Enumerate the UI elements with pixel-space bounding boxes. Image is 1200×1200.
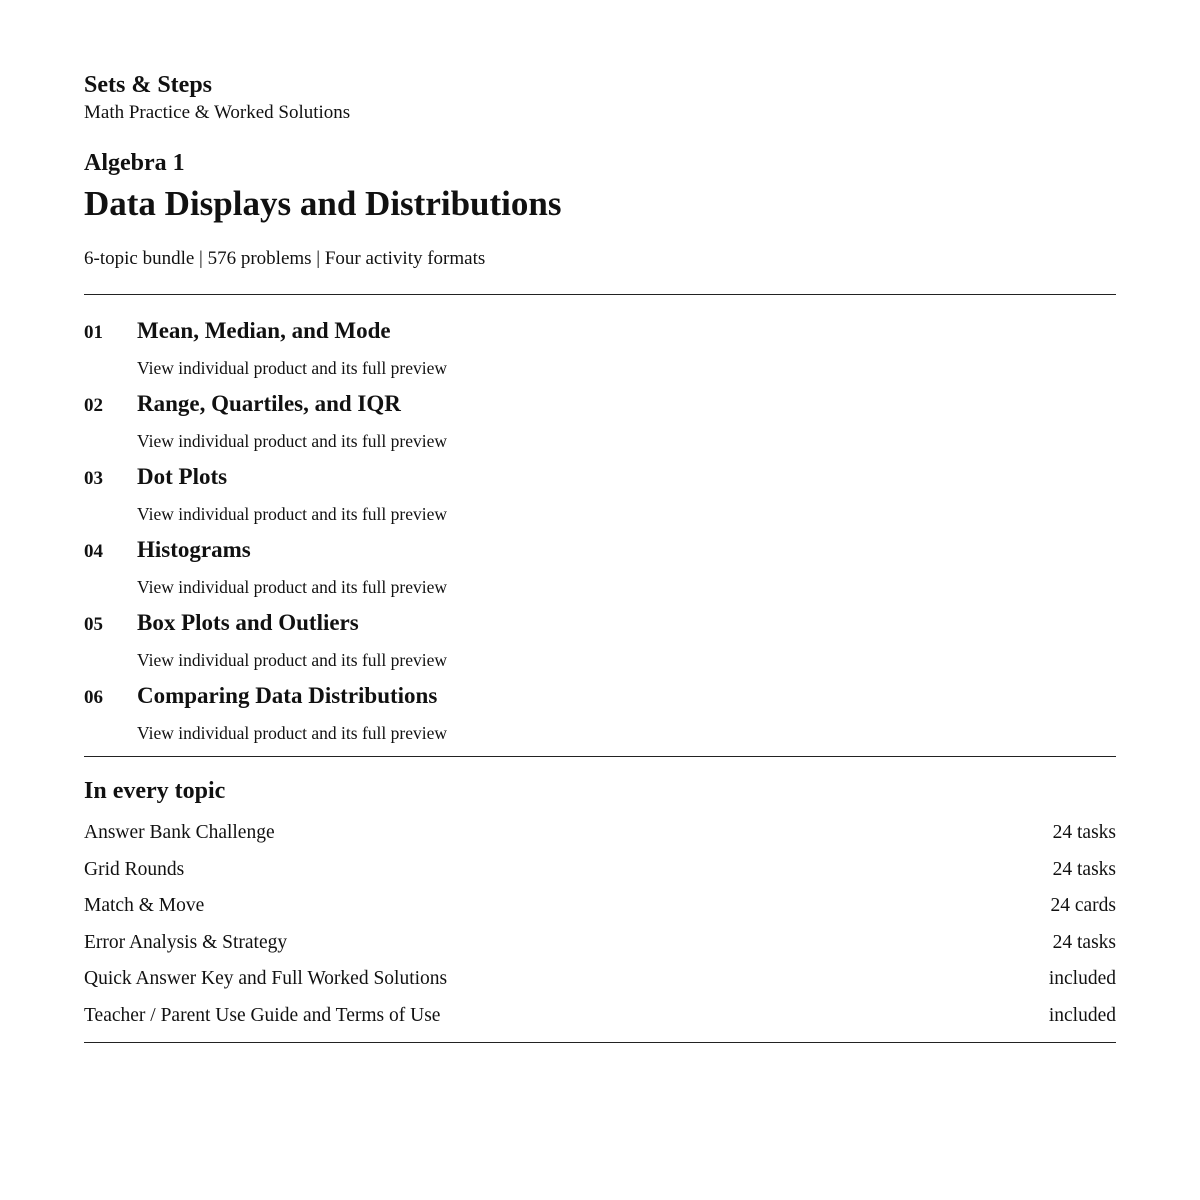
feature-row — [84, 820, 1116, 857]
brand-block — [84, 70, 1116, 126]
feature-list — [84, 820, 1116, 1040]
topic-preview-link[interactable]: View individual product and its full preview — [137, 723, 447, 743]
feature-value: 24 tasks — [1052, 858, 1116, 880]
divider-middle — [84, 756, 1116, 757]
topic-item — [84, 682, 1116, 755]
topic-preview-link[interactable]: View individual product and its full preview — [137, 431, 447, 451]
page-title: Data Displays and Distributions — [84, 184, 562, 223]
feature-label: Grid Rounds — [84, 858, 185, 880]
brand-name: Sets & Steps — [84, 72, 213, 98]
feature-row — [84, 857, 1116, 894]
topic-title: Dot Plots — [137, 464, 228, 489]
topic-preview-link[interactable]: View individual product and its full preview — [137, 577, 447, 597]
topic-number: 01 — [84, 322, 103, 343]
topic-number: 06 — [84, 687, 103, 708]
topic-number: 04 — [84, 541, 103, 562]
divider-top — [84, 294, 1116, 295]
feature-label: Error Analysis & Strategy — [84, 931, 288, 953]
feature-row — [84, 1003, 1116, 1040]
feature-value: included — [1048, 1004, 1116, 1026]
topic-title: Range, Quartiles, and IQR — [137, 391, 401, 416]
topic-item — [84, 463, 1116, 536]
feature-label: Match & Move — [84, 895, 205, 917]
divider-bottom — [84, 1042, 1116, 1043]
bundle-summary: 6-topic bundle | 576 problems | Four activity formats — [84, 248, 486, 269]
topic-title: Comparing Data Distributions — [137, 683, 438, 708]
topic-number: 03 — [84, 468, 103, 489]
feature-row — [84, 966, 1116, 1003]
feature-value: 24 tasks — [1052, 931, 1116, 953]
feature-label: Quick Answer Key and Full Worked Solutions — [84, 968, 448, 990]
topic-preview-link[interactable]: View individual product and its full preview — [137, 504, 447, 524]
topic-number: 05 — [84, 614, 103, 635]
topic-preview-link[interactable]: View individual product and its full preview — [137, 358, 447, 378]
feature-value: 24 tasks — [1052, 822, 1116, 843]
topic-item — [84, 317, 1116, 390]
topic-list — [84, 317, 1116, 755]
topic-title: Histograms — [137, 537, 251, 562]
feature-row — [84, 930, 1116, 967]
topic-item — [84, 390, 1116, 463]
course-label: Algebra 1 — [84, 150, 185, 176]
topic-item — [84, 609, 1116, 682]
feature-label: Teacher / Parent Use Guide and Terms of Use — [84, 1004, 441, 1026]
topic-preview-link[interactable]: View individual product and its full preview — [137, 650, 447, 670]
feature-value: 24 cards — [1050, 895, 1116, 917]
topic-number: 02 — [84, 395, 103, 416]
topic-item — [84, 536, 1116, 609]
feature-label: Answer Bank Challenge — [84, 822, 275, 843]
feature-value: included — [1048, 968, 1116, 990]
topic-title: Mean, Median, and Mode — [137, 318, 391, 343]
brand-tagline: Math Practice & Worked Solutions — [84, 102, 351, 123]
feature-row — [84, 893, 1116, 930]
topic-title: Box Plots and Outliers — [137, 610, 359, 635]
section-heading: In every topic — [84, 778, 226, 804]
